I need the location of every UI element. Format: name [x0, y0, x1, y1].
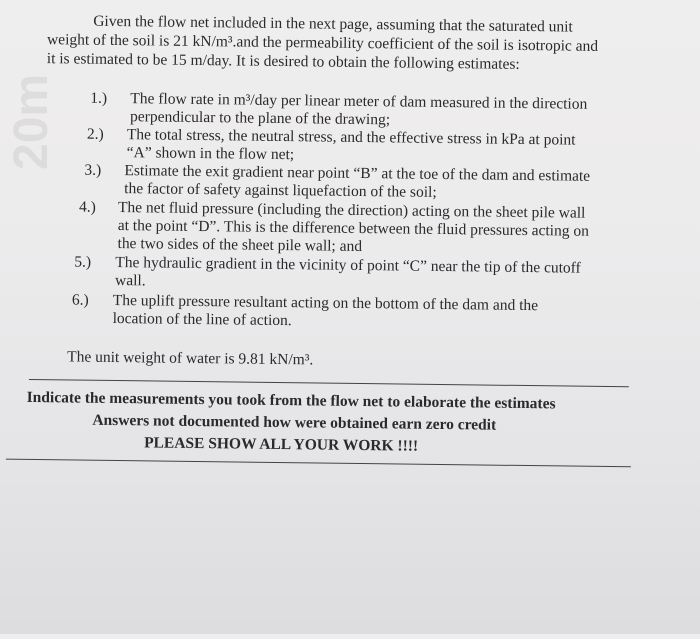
item-text-line: location of the line of action.: [112, 309, 292, 330]
item-text: [117, 199, 589, 259]
top-divider: [29, 379, 629, 387]
unit-weight-note: The unit weight of water is 9.81 kN/m³.: [67, 348, 314, 369]
instruction-line-3: PLEASE SHOW ALL YOUR WORK !!!!: [144, 434, 419, 455]
intro-paragraph: [47, 11, 648, 75]
item-text-line: perpendicular to the plane of the drawing;: [130, 108, 391, 129]
item-text-line: The net fluid pressure (including the direction) acting on the sheet pile wall: [117, 199, 586, 222]
background-watermark: 20m: [5, 73, 58, 170]
item-text-line: The flow rate in m³/day per linear meter of dam measured in the direction: [130, 90, 588, 113]
item-text: [115, 254, 581, 296]
item-number: 4.): [78, 198, 96, 216]
instruction-line-1: Indicate the measurements you took from the flow net to elaborate the estimates: [26, 388, 556, 413]
item-number: 5.): [74, 253, 92, 271]
instruction-line-2: Answers not documented how were obtained earn zero credit: [92, 411, 497, 434]
item-number: 2.): [86, 125, 104, 143]
item-number: 1.): [90, 89, 108, 107]
item-text: [130, 90, 587, 132]
item-text: [124, 162, 590, 204]
intro-line-3: it is estimated to be 15 m/day. It is desired to obtain the following estimates:: [46, 50, 520, 73]
item-text: [113, 292, 539, 333]
item-text-line: The total stress, the neutral stress, and the effective stress in kPa at point: [126, 126, 576, 149]
item-text-line: Estimate the exit gradient near point “B” at the toe of the dam and estimate: [124, 162, 591, 185]
item-text-line: at the point “D”. This is the difference between the fluid pressures acting on: [117, 217, 590, 240]
item-text-line: the two sides of the sheet pile wall; and: [117, 235, 363, 256]
item-text-line: wall.: [115, 271, 146, 290]
bottom-divider: [6, 459, 631, 468]
item-text-line: The hydraulic gradient in the vicinity of point “C” near the tip of the cutoff: [115, 253, 581, 277]
item-text: [127, 126, 576, 167]
intro-line-1: Given the flow net included in the next page, assuming that the saturated unit: [93, 12, 573, 36]
item-text-line: the factor of safety against liquefaction of the soil;: [124, 180, 437, 201]
item-text-line: The uplift pressure resultant acting on the bottom of the dam and the: [112, 291, 539, 315]
item-number: 6.): [71, 291, 89, 309]
intro-line-2: weight of the soil is 21 kN/m³.and the permeability coefficient of the soil is isotropic and: [46, 31, 599, 55]
item-text-line: “A” shown in the flow net;: [126, 144, 295, 164]
item-number: 3.): [84, 161, 102, 179]
